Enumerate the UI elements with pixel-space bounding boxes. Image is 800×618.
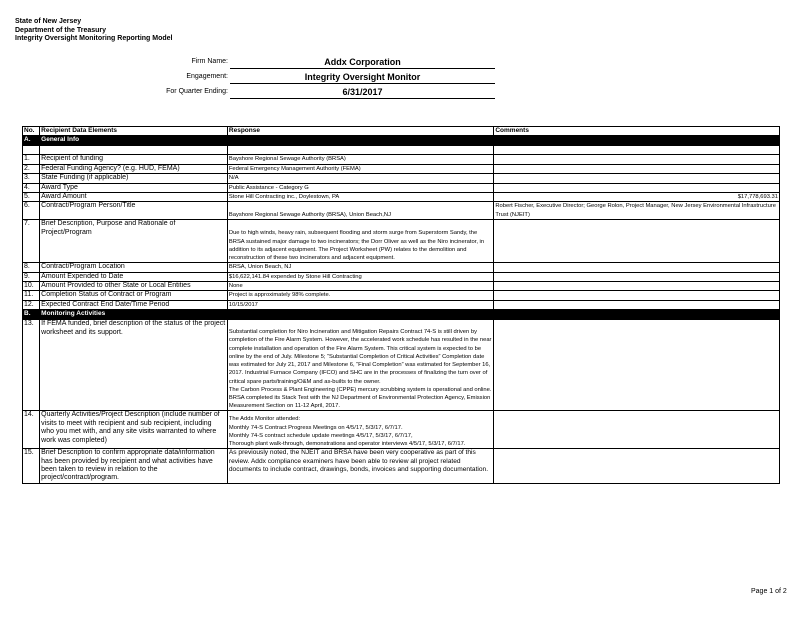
row-no: 5.	[23, 193, 40, 202]
row-response	[227, 320, 493, 411]
row-comment	[494, 155, 780, 164]
header-model: Integrity Oversight Monitoring Reporting Model	[15, 35, 173, 42]
row-comment	[494, 263, 780, 272]
row-comment	[494, 174, 780, 183]
row-response	[227, 411, 493, 449]
section-a-row	[23, 136, 780, 146]
row-comment	[494, 164, 780, 173]
row-no: 11.	[23, 291, 40, 300]
row-no: 2.	[23, 164, 40, 173]
engagement-row	[0, 71, 800, 86]
row-response: As previously noted, the NJEIT and BRSA have been very cooperative as part of this review. Addx compliance examiners have been able to review all project related documents to include contract, drawings, bonds, invoices and supporting documentation.	[227, 449, 493, 484]
header-comments: Comments	[494, 127, 780, 136]
section-b-row	[23, 310, 780, 320]
row-element: Award Type	[40, 183, 228, 192]
row-response: 10/15/2017	[227, 300, 493, 309]
table-row	[23, 300, 780, 309]
row-response: Federal Emergency Management Authority (FEMA)	[227, 164, 493, 173]
row-response: N/A	[227, 174, 493, 183]
row-response: BRSA, Union Beach, NJ	[227, 263, 493, 272]
section-b-no: B.	[23, 310, 40, 320]
row-response: Stone Hill Contracting inc., Doylestown, PA	[227, 193, 493, 202]
header-elements: Recipient Data Elements	[40, 127, 228, 136]
row-no: 6.	[23, 202, 40, 220]
quarter-row	[0, 86, 800, 101]
row-element: Recipient of funding	[40, 155, 228, 164]
row-comment: Robert Fischer, Executive Director; George Rolon, Project Manager, New Jersey Environmental Infrastructure Trust (NJEIT)	[494, 202, 780, 220]
table-row	[23, 282, 780, 291]
row-element: If FEMA funded, brief description of the status of the project worksheet and its support.	[40, 320, 228, 411]
monitor-walkthrough: Thorough plant walk-through, demonstrations and operator interviews 4/5/17, 5/3/17, 6/7/17.	[228, 440, 466, 447]
meta-block	[0, 56, 800, 101]
table-row	[23, 155, 780, 164]
table-row	[23, 202, 780, 220]
monitor-schedule-meetings: Monthly 74-S contract schedule update meetings 4/5/17, 5/3/17, 6/7/17,	[228, 432, 413, 439]
monitor-intro: The Addx Monitor attended:	[228, 416, 301, 423]
row-element: Quarterly Activities/Project Description (include number of visits to meet with recipient and sub recipient, including who you met with, and any site visits warranted to where work was completed)	[40, 411, 228, 449]
row-element: Brief Description, Purpose and Rationale of Project/Program	[40, 220, 228, 263]
row-response: Bayshore Regional Sewage Authority (BRSA)	[227, 155, 493, 164]
header-response: Response	[227, 127, 493, 136]
row-response: $16,622,141.84 expended by Stone Hill Contracting	[227, 272, 493, 281]
row-element: Expected Contract End Date/Time Period	[40, 300, 228, 309]
header-department: Department of the Treasury	[15, 26, 107, 34]
row-no: 9.	[23, 272, 40, 281]
row-comment	[494, 300, 780, 309]
row-response: Project is approximately 98% complete.	[227, 291, 493, 300]
blank-row	[23, 146, 780, 155]
engagement-value: Integrity Oversight Monitor	[230, 71, 495, 84]
row-element: Contract/Program Location	[40, 263, 228, 272]
table-row	[23, 320, 780, 411]
row-no: 15.	[23, 449, 40, 484]
firm-label: Firm Name:	[191, 58, 228, 65]
row-element: Amount Expended to Date	[40, 272, 228, 281]
row-no: 14.	[23, 411, 40, 449]
section-b-title: Monitoring Activities	[40, 310, 228, 320]
row-no: 8.	[23, 263, 40, 272]
firm-row	[0, 56, 800, 71]
row-comment	[494, 282, 780, 291]
table-row	[23, 193, 780, 202]
table-row	[23, 220, 780, 263]
table-row	[23, 411, 780, 449]
page-number: Page 1 of 2	[751, 588, 787, 595]
row-element: Amount Provided to other State or Local Entities	[40, 282, 228, 291]
fema-status-text: Substantial completion for Niro Incineration and Mitigation Repairs Contract 74-S is still driven by completion of the Fire Alarm System. However, the accelerated work schedule has resulted in the near complete installation and operation of the Fire Alarm System. This critical system is expected to be online by the end of July. Milestone 5; “Substantial Completion of Critical Activities” Completion date was estimated for July 21, 2017 and Milestone 6, “Final Completion” was estimated for September 16, 2017. Industrial Furnace Company (IFCO) and SHC are in the processes of finalizing the turn over of critical spare parts/training/O&M and as-builts to the owner.	[228, 329, 492, 385]
table-row	[23, 164, 780, 173]
firm-value: Addx Corporation	[230, 56, 495, 69]
row-no: 7.	[23, 220, 40, 263]
table-header-row	[23, 127, 780, 136]
row-comment	[494, 320, 780, 411]
table-row	[23, 263, 780, 272]
table-row	[23, 272, 780, 281]
row-element: Federal Funding Agency? (e.g. HUD, FEMA)	[40, 164, 228, 173]
quarter-value: 6/31/2017	[230, 86, 495, 99]
row-no: 4.	[23, 183, 40, 192]
row-element: Brief Description to confirm appropriate data/information has been provided by recipient and what activities have been taken to review in relation to the project/contract/program.	[40, 449, 228, 484]
row-element: Completion Status of Contract or Program	[40, 291, 228, 300]
row-response: Bayshore Regional Sewage Authority (BRSA), Union Beach,NJ	[227, 202, 493, 220]
quarter-label: For Quarter Ending:	[166, 88, 228, 95]
row-element: Contract/Program Person/Title	[40, 202, 228, 220]
fema-cppe-text: The Carbon Process & Plant Engineering (CPPE) mercury scrubbing system is operational and online.	[228, 386, 492, 393]
row-no: 1.	[23, 155, 40, 164]
report-header	[15, 18, 173, 44]
engagement-label: Engagement:	[186, 73, 228, 80]
row-comment	[494, 220, 780, 263]
data-elements-table	[22, 126, 780, 484]
row-comment	[494, 272, 780, 281]
table-row	[23, 183, 780, 192]
table-row	[23, 449, 780, 484]
row-element: Award Amount	[40, 193, 228, 202]
row-response: Due to high winds, heavy rain, subsequent flooding and storm surge from Superstorm Sandy, the BRSA sustained major damage to two incinerators; the Dorr Oliver as well as the Niro incinerator, in addition to its adjacent equipment. The Project Worksheet (PW) relates to the demolition and reconstruction of these two incinerators and adjacent equipment.	[227, 220, 493, 263]
header-state: State of New Jersey	[15, 18, 82, 25]
row-response: None	[227, 282, 493, 291]
row-no: 12.	[23, 300, 40, 309]
row-comment	[494, 183, 780, 192]
header-no: No.	[23, 127, 40, 136]
section-a-no: A.	[23, 136, 40, 146]
row-comment	[494, 449, 780, 484]
row-response: Public Assistance - Category G	[227, 183, 493, 192]
fema-stack-test-text: BRSA completed its Stack Test with the NJ Department of Environmental Protection Agency, Emission Measurement Section on 11-12 April, 2017.	[228, 394, 491, 410]
monitor-progress-meetings: Monthly 74-S Contract Progress Meetings on 4/5/17, 5/3/17, 6/7/17.	[228, 424, 403, 431]
row-no: 13.	[23, 320, 40, 411]
row-element: State Funding (if applicable)	[40, 174, 228, 183]
row-no: 3.	[23, 174, 40, 183]
section-a-title: General Info	[40, 136, 228, 146]
row-comment	[494, 291, 780, 300]
table-row	[23, 291, 780, 300]
table-row	[23, 174, 780, 183]
row-comment	[494, 411, 780, 449]
award-amount-value: $17,778,693.31	[494, 193, 780, 202]
row-no: 10.	[23, 282, 40, 291]
